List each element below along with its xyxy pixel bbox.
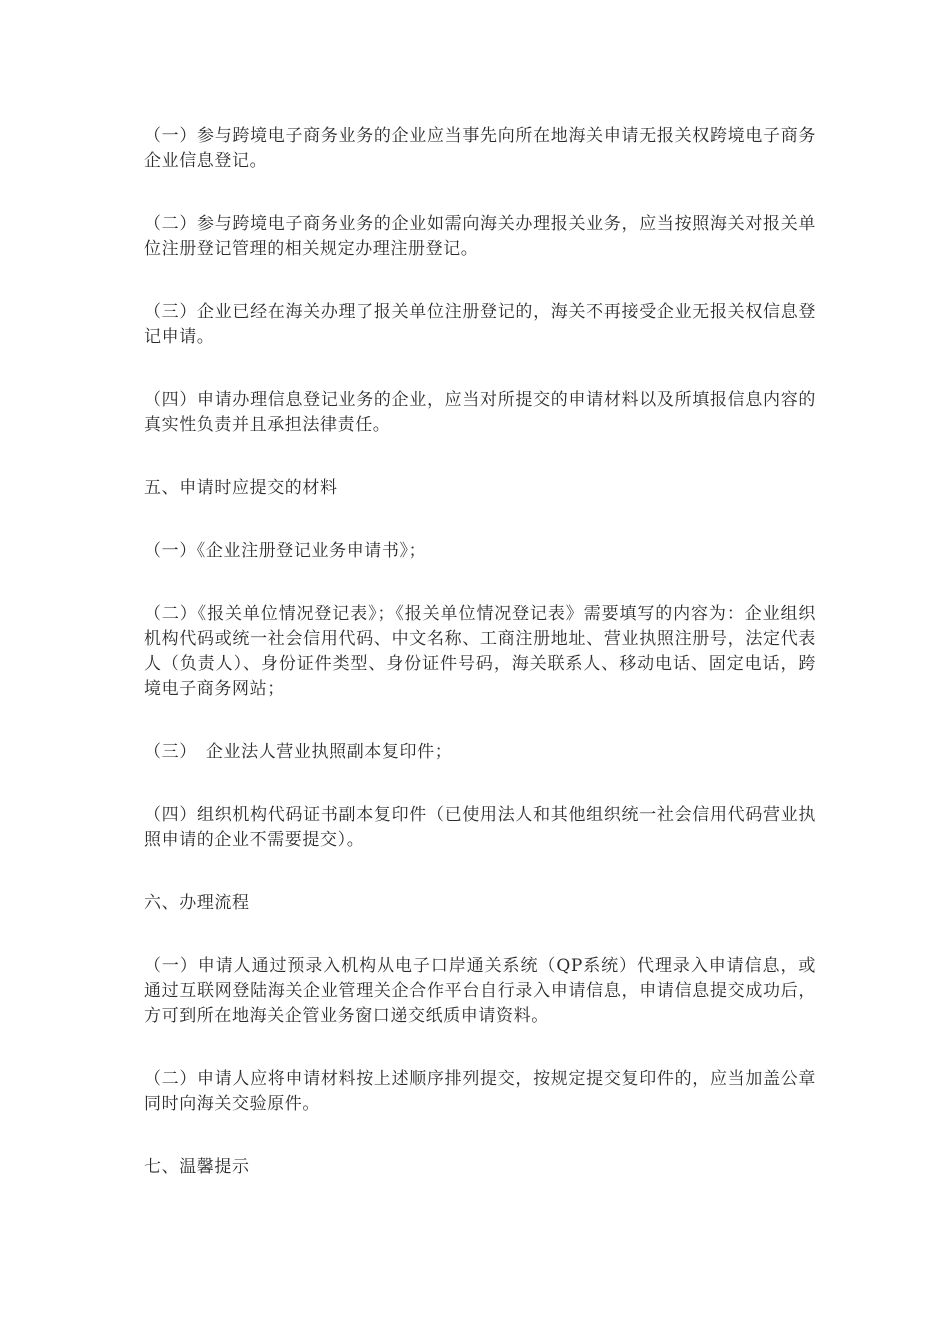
paragraph-5-2: （二）《报关单位情况登记表》；《报关单位情况登记表》需要填写的内容为：企业组织机构代码或统一社会信用代码、中文名称、工商注册地址、营业执照注册号，法定代表人（负责人）、身份证件类型、身份证件号码，海关联系人、移动电话、固定电话，跨境电子商务网站； [144,604,816,699]
paragraph-5-4: （四）组织机构代码证书副本复印件（已使用法人和其他组织统一社会信用代码营业执照申请的企业不需要提交）。 [144,805,816,850]
paragraph-6-1: （一）申请人通过预录入机构从电子口岸通关系统（QP系统）代理录入申请信息，或通过互联网登陆海关企业管理关企合作平台自行录入申请信息，申请信息提交成功后，方可到所在地海关企管业务窗口递交纸质申请资料。 [144,956,816,1026]
paragraph-5-3: （三） 企业法人营业执照副本复印件； [144,742,453,762]
section-heading-7: 七、温馨提示 [144,1157,250,1177]
paragraph-5-1: （一）《企业注册登记业务申请书》； [144,541,427,561]
paragraph-6-2: （二）申请人应将申请材料按上述顺序排列提交，按规定提交复印件的，应当加盖公章同时向海关交验原件。 [144,1069,816,1114]
paragraph-3: （三）企业已经在海关办理了报关单位注册登记的，海关不再接受企业无报关权信息登记申请。 [144,302,816,347]
paragraph-2: （二）参与跨境电子商务业务的企业如需向海关办理报关业务，应当按照海关对报关单位注册登记管理的相关规定办理注册登记。 [144,214,816,259]
section-heading-5: 五、申请时应提交的材料 [144,478,338,498]
section-heading-6: 六、办理流程 [144,893,250,913]
paragraph-1: （一）参与跨境电子商务业务的企业应当事先向所在地海关申请无报关权跨境电子商务企业信息登记。 [144,126,816,171]
paragraph-4: （四）申请办理信息登记业务的企业，应当对所提交的申请材料以及所填报信息内容的真实性负责并且承担法律责任。 [144,390,816,435]
document-body [144,124,816,1218]
